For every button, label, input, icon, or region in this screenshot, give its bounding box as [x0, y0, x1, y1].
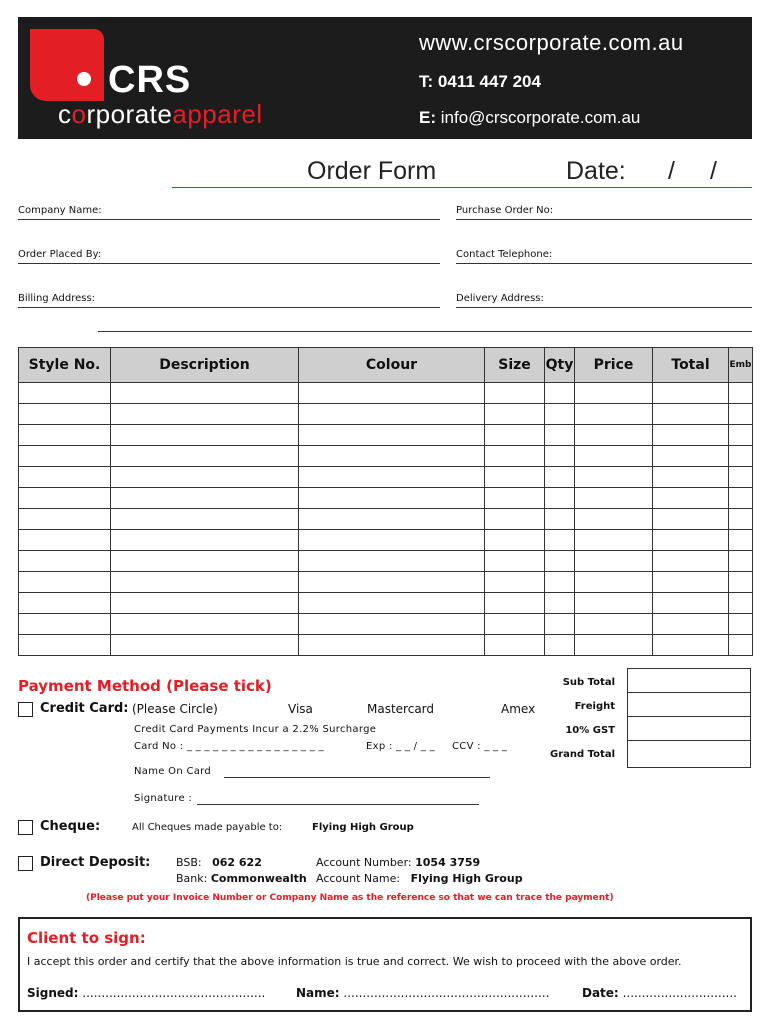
purchase-order-field[interactable] [456, 219, 752, 220]
table-row [19, 383, 753, 404]
table-row [19, 425, 753, 446]
table-cell[interactable] [111, 614, 299, 635]
table-row [19, 467, 753, 488]
table-row [19, 446, 753, 467]
cheque-label: Cheque: [40, 819, 101, 834]
table-cell[interactable] [19, 593, 111, 614]
table-cell[interactable] [653, 635, 729, 656]
table-cell[interactable] [299, 551, 485, 572]
col-qty: Qty [545, 348, 575, 383]
col-total: Total [653, 348, 729, 383]
table-cell[interactable] [19, 383, 111, 404]
table-cell[interactable] [545, 593, 575, 614]
table-cell[interactable] [575, 467, 653, 488]
table-cell[interactable] [545, 572, 575, 593]
credit-card-checkbox[interactable] [18, 702, 33, 717]
table-cell[interactable] [485, 446, 545, 467]
sub-total-field[interactable] [627, 668, 751, 693]
date-separator: / [710, 157, 717, 185]
table-cell[interactable] [653, 467, 729, 488]
table-cell[interactable] [111, 635, 299, 656]
sub-total-label: Sub Total [562, 677, 615, 688]
table-cell[interactable] [299, 635, 485, 656]
table-row [19, 551, 753, 572]
surcharge-note: Credit Card Payments Incur a 2.2% Surcharge [134, 724, 377, 735]
table-cell[interactable] [485, 383, 545, 404]
bank-line: Bank: Commonwealth [176, 872, 307, 885]
table-cell[interactable] [111, 425, 299, 446]
table-cell[interactable] [19, 509, 111, 530]
table-cell[interactable] [485, 572, 545, 593]
table-cell[interactable] [653, 425, 729, 446]
direct-deposit-label: Direct Deposit: [40, 855, 151, 870]
table-cell[interactable] [545, 404, 575, 425]
table-cell[interactable] [545, 509, 575, 530]
table-cell[interactable] [545, 551, 575, 572]
table-cell[interactable] [299, 488, 485, 509]
table-cell[interactable] [111, 530, 299, 551]
table-cell[interactable] [575, 572, 653, 593]
table-cell[interactable] [729, 425, 753, 446]
card-number-field[interactable]: Card No : _ _ _ _ _ _ _ _ _ _ _ _ _ _ _ _ [134, 741, 324, 752]
table-cell[interactable] [575, 404, 653, 425]
visa-option[interactable]: Visa [288, 702, 313, 716]
gst-label: 10% GST [565, 725, 615, 736]
table-cell[interactable] [111, 446, 299, 467]
ccv-field[interactable]: CCV : _ _ _ [452, 741, 508, 752]
table-cell[interactable] [299, 572, 485, 593]
table-cell[interactable] [729, 551, 753, 572]
table-cell[interactable] [111, 404, 299, 425]
signature-field[interactable] [197, 804, 479, 805]
col-emb: Emb [729, 348, 753, 383]
date-separator: / [668, 157, 675, 185]
table-cell[interactable] [485, 509, 545, 530]
col-colour: Colour [299, 348, 485, 383]
table-cell[interactable] [575, 509, 653, 530]
address-extra-line[interactable] [98, 331, 752, 332]
table-row [19, 593, 753, 614]
table-cell[interactable] [19, 467, 111, 488]
table-cell[interactable] [19, 530, 111, 551]
date-label: Date: [566, 157, 626, 185]
table-cell[interactable] [111, 488, 299, 509]
table-cell[interactable] [729, 635, 753, 656]
table-cell[interactable] [485, 425, 545, 446]
table-header-row [19, 348, 753, 383]
signed-field[interactable]: Signed: ................................................ [27, 986, 266, 1000]
table-cell[interactable] [729, 614, 753, 635]
table-row [19, 635, 753, 656]
logo-red-block [30, 29, 104, 101]
payment-method-heading: Payment Method (Please tick) [18, 677, 272, 695]
freight-label: Freight [574, 701, 615, 712]
phone-line: T: 0411 447 204 [419, 72, 541, 91]
table-cell[interactable] [575, 530, 653, 551]
name-on-card-field[interactable] [224, 777, 490, 778]
table-cell[interactable] [729, 404, 753, 425]
table-row [19, 404, 753, 425]
name-on-card-label: Name On Card [134, 766, 212, 777]
date-field[interactable]: Date: .............................. [582, 986, 737, 1000]
table-cell[interactable] [575, 383, 653, 404]
table-cell[interactable] [19, 404, 111, 425]
table-cell[interactable] [653, 593, 729, 614]
table-cell[interactable] [299, 467, 485, 488]
table-cell[interactable] [545, 446, 575, 467]
website-text: www.crscorporate.com.au [419, 30, 684, 55]
delivery-address-field[interactable] [456, 307, 752, 308]
email-line: E: info@crscorporate.com.au [419, 108, 641, 127]
billing-address-label: Billing Address: [18, 293, 96, 304]
table-cell[interactable] [111, 551, 299, 572]
table-cell[interactable] [545, 530, 575, 551]
name-field[interactable]: Name: ...................................................... [296, 986, 550, 1000]
table-cell[interactable] [575, 425, 653, 446]
table-cell[interactable] [485, 593, 545, 614]
table-cell[interactable] [485, 404, 545, 425]
mastercard-option[interactable]: Mastercard [367, 702, 435, 716]
table-cell[interactable] [653, 551, 729, 572]
table-cell[interactable] [729, 467, 753, 488]
table-cell[interactable] [485, 614, 545, 635]
table-cell[interactable] [19, 614, 111, 635]
page-title: Order Form [307, 157, 437, 185]
table-cell[interactable] [111, 467, 299, 488]
table-cell[interactable] [111, 383, 299, 404]
client-sign-heading: Client to sign: [27, 929, 146, 947]
table-cell[interactable] [729, 572, 753, 593]
table-cell[interactable] [653, 530, 729, 551]
col-price: Price [575, 348, 653, 383]
gst-field[interactable] [627, 716, 751, 741]
table-cell[interactable] [545, 467, 575, 488]
contact-telephone-label: Contact Telephone: [456, 249, 553, 260]
table-cell[interactable] [299, 404, 485, 425]
bsb-line: BSB: 062 622 [176, 856, 262, 869]
col-size: Size [485, 348, 545, 383]
table-cell[interactable] [299, 425, 485, 446]
table-cell[interactable] [575, 614, 653, 635]
table-cell[interactable] [729, 383, 753, 404]
table-cell[interactable] [485, 551, 545, 572]
table-cell[interactable] [653, 572, 729, 593]
table-cell[interactable] [653, 509, 729, 530]
purchase-order-label: Purchase Order No: [456, 205, 554, 216]
amex-option[interactable]: Amex [501, 702, 536, 716]
table-cell[interactable] [485, 530, 545, 551]
table-cell[interactable] [545, 383, 575, 404]
order-placed-by-field[interactable] [18, 263, 440, 264]
table-cell[interactable] [575, 446, 653, 467]
table-row [19, 614, 753, 635]
cheque-note: All Cheques made payable to: [132, 822, 283, 833]
table-cell[interactable] [485, 635, 545, 656]
certify-statement: I accept this order and certify that the above information is true and correct. We wish to proceed with the above order. [27, 955, 682, 968]
table-cell[interactable] [729, 509, 753, 530]
grand-total-label: Grand Total [550, 749, 615, 760]
table-row [19, 572, 753, 593]
table-cell[interactable] [299, 446, 485, 467]
table-cell[interactable] [19, 446, 111, 467]
grand-total-field[interactable] [627, 740, 751, 768]
table-cell[interactable] [19, 551, 111, 572]
table-cell[interactable] [485, 488, 545, 509]
table-cell[interactable] [653, 383, 729, 404]
table-cell[interactable] [111, 593, 299, 614]
title-underline [172, 187, 752, 188]
signature-label: Signature : [134, 793, 193, 804]
reference-note: (Please put your Invoice Number or Company Name as the reference so that we can trace the payment) [86, 893, 614, 903]
table-cell[interactable] [729, 488, 753, 509]
logo-tagline: corporateapparel [58, 99, 263, 129]
table-cell[interactable] [299, 530, 485, 551]
company-name-label: Company Name: [18, 205, 102, 216]
cheque-payee: Flying High Group [312, 822, 414, 833]
table-cell[interactable] [19, 572, 111, 593]
order-placed-by-label: Order Placed By: [18, 249, 102, 260]
table-cell[interactable] [653, 614, 729, 635]
table-row [19, 488, 753, 509]
table-row [19, 530, 753, 551]
logo-dot-icon [77, 72, 91, 86]
table-cell[interactable] [545, 488, 575, 509]
table-cell[interactable] [653, 488, 729, 509]
table-cell[interactable] [299, 509, 485, 530]
table-cell[interactable] [575, 551, 653, 572]
please-circle-text: (Please Circle) [132, 702, 218, 716]
table-cell[interactable] [485, 467, 545, 488]
table-cell[interactable] [545, 614, 575, 635]
col-style-no: Style No. [19, 348, 111, 383]
company-name-field[interactable] [18, 219, 440, 220]
table-cell[interactable] [729, 530, 753, 551]
table-cell[interactable] [299, 593, 485, 614]
table-cell[interactable] [653, 446, 729, 467]
table-cell[interactable] [545, 635, 575, 656]
col-description: Description [111, 348, 299, 383]
table-cell[interactable] [111, 509, 299, 530]
table-cell[interactable] [111, 572, 299, 593]
billing-address-field[interactable] [18, 307, 440, 308]
expiry-field[interactable]: Exp : _ _ / _ _ [366, 741, 435, 752]
table-cell[interactable] [545, 425, 575, 446]
cheque-checkbox[interactable] [18, 820, 33, 835]
direct-deposit-checkbox[interactable] [18, 856, 33, 871]
table-cell[interactable] [19, 425, 111, 446]
table-cell[interactable] [19, 488, 111, 509]
table-cell[interactable] [575, 635, 653, 656]
delivery-address-label: Delivery Address: [456, 293, 544, 304]
table-cell[interactable] [19, 635, 111, 656]
table-cell[interactable] [575, 488, 653, 509]
freight-field[interactable] [627, 692, 751, 717]
account-number-line: Account Number: 1054 3759 [316, 856, 481, 869]
account-name-line: Account Name: Flying High Group [316, 872, 523, 885]
table-cell[interactable] [653, 404, 729, 425]
table-cell[interactable] [729, 593, 753, 614]
contact-telephone-field[interactable] [456, 263, 752, 264]
table-row [19, 509, 753, 530]
table-cell[interactable] [729, 446, 753, 467]
logo-crs-text: CRS [108, 59, 192, 101]
table-cell[interactable] [299, 614, 485, 635]
table-cell[interactable] [299, 383, 485, 404]
table-cell[interactable] [575, 593, 653, 614]
credit-card-label: Credit Card: [40, 701, 129, 716]
order-items-table [18, 347, 753, 656]
